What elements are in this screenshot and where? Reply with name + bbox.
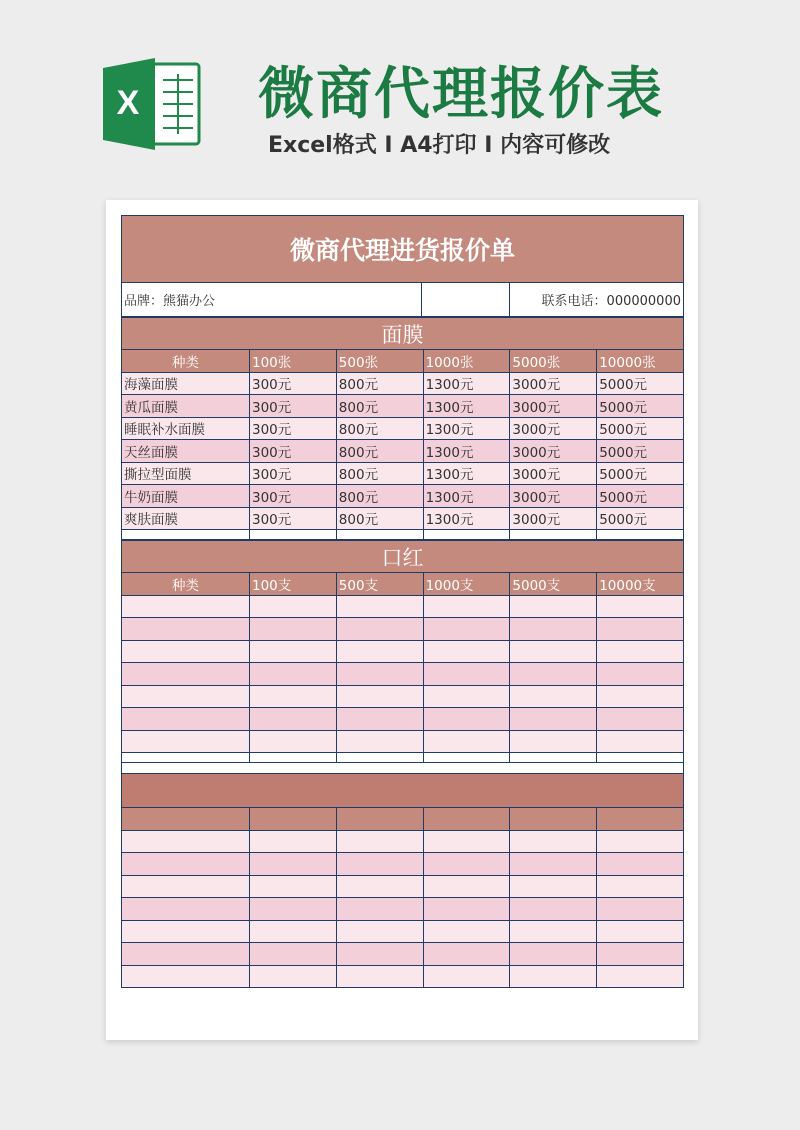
table-cell[interactable] (122, 618, 250, 641)
table-cell[interactable]: 800元 (336, 417, 423, 440)
table-cell[interactable] (250, 640, 337, 663)
table-row (122, 485, 684, 508)
section-spacer (121, 763, 684, 773)
table-cell[interactable] (423, 965, 510, 988)
table-cell[interactable]: 1300元 (423, 372, 510, 395)
table-cell[interactable]: 300元 (250, 440, 337, 463)
table-cell[interactable]: 5000元 (597, 372, 684, 395)
table-cell[interactable] (250, 830, 337, 853)
table-row (122, 875, 684, 898)
table-cell[interactable] (122, 943, 250, 966)
table-cell[interactable] (250, 753, 337, 763)
table-cell[interactable] (336, 853, 423, 876)
table-cell[interactable] (423, 753, 510, 763)
table-cell[interactable] (336, 663, 423, 686)
column-header[interactable]: 10000张 (597, 350, 684, 373)
table-cell[interactable] (122, 708, 250, 731)
table-cell[interactable] (336, 965, 423, 988)
table-cell[interactable] (510, 875, 597, 898)
table-cell[interactable] (336, 898, 423, 921)
column-header[interactable] (597, 808, 684, 831)
table-cell[interactable] (336, 920, 423, 943)
column-header[interactable]: 5000张 (510, 350, 597, 373)
table-row (122, 640, 684, 663)
table-cell[interactable] (250, 708, 337, 731)
table-row (122, 965, 684, 988)
table-cell[interactable]: 1300元 (423, 395, 510, 418)
table-cell[interactable] (423, 730, 510, 753)
column-header[interactable]: 10000支 (597, 573, 684, 596)
column-header[interactable]: 500支 (336, 573, 423, 596)
table-header-row (122, 350, 684, 373)
table-cell[interactable] (122, 920, 250, 943)
table-cell[interactable] (510, 595, 597, 618)
table-row (122, 507, 684, 530)
table-row (122, 898, 684, 921)
column-header[interactable]: 1000张 (423, 350, 510, 373)
price-table (121, 349, 684, 540)
column-header[interactable] (122, 808, 250, 831)
table-row (122, 853, 684, 876)
table-row (122, 730, 684, 753)
column-header[interactable]: 500张 (336, 350, 423, 373)
table-cell[interactable] (510, 830, 597, 853)
table-row (122, 417, 684, 440)
table-cell[interactable] (336, 708, 423, 731)
table-cell[interactable]: 睡眠补水面膜 (122, 417, 250, 440)
table-cell[interactable] (336, 830, 423, 853)
table-cell[interactable]: 800元 (336, 440, 423, 463)
table-cell[interactable] (423, 685, 510, 708)
table-cell[interactable] (122, 875, 250, 898)
table-header-row (122, 573, 684, 596)
table-cell[interactable] (423, 853, 510, 876)
table-cell[interactable] (510, 618, 597, 641)
table-cell[interactable] (423, 943, 510, 966)
table-cell[interactable] (510, 708, 597, 731)
table-cell[interactable]: 5000元 (597, 440, 684, 463)
table-cell[interactable]: 300元 (250, 507, 337, 530)
table-cell[interactable] (597, 530, 684, 540)
table-row (122, 830, 684, 853)
table-cell[interactable] (597, 898, 684, 921)
table-cell[interactable]: 3000元 (510, 507, 597, 530)
table-cell[interactable]: 海藻面膜 (122, 372, 250, 395)
table-cell[interactable]: 800元 (336, 507, 423, 530)
table-cell[interactable] (510, 920, 597, 943)
table-cell[interactable]: 撕拉型面膜 (122, 462, 250, 485)
table-cell[interactable] (597, 618, 684, 641)
table-cell[interactable]: 800元 (336, 372, 423, 395)
table-cell[interactable] (122, 663, 250, 686)
table-cell[interactable] (250, 730, 337, 753)
table-cell[interactable]: 300元 (250, 462, 337, 485)
table-cell[interactable]: 300元 (250, 417, 337, 440)
section-title: 口红 (121, 540, 684, 572)
table-cell[interactable]: 1300元 (423, 440, 510, 463)
table-cell[interactable] (336, 640, 423, 663)
table-cell[interactable]: 3000元 (510, 485, 597, 508)
table-cell[interactable]: 300元 (250, 485, 337, 508)
table-cell[interactable] (122, 898, 250, 921)
table-row (122, 943, 684, 966)
table-cell[interactable] (250, 920, 337, 943)
table-cell[interactable] (597, 920, 684, 943)
table-cell[interactable]: 5000元 (597, 507, 684, 530)
table-cell[interactable]: 3000元 (510, 372, 597, 395)
table-cell[interactable] (423, 830, 510, 853)
column-header[interactable] (336, 808, 423, 831)
table-cell[interactable] (122, 730, 250, 753)
table-cell[interactable] (423, 640, 510, 663)
table-cell[interactable]: 3000元 (510, 440, 597, 463)
column-header[interactable]: 100支 (250, 573, 337, 596)
table-cell[interactable] (510, 853, 597, 876)
table-cell[interactable] (336, 753, 423, 763)
table-cell[interactable] (597, 965, 684, 988)
table-cell[interactable] (597, 875, 684, 898)
table-row (122, 920, 684, 943)
table-cell[interactable] (336, 875, 423, 898)
table-cell[interactable] (122, 685, 250, 708)
document-page (106, 200, 698, 1040)
table-header-row (122, 808, 684, 831)
table-cell[interactable] (250, 530, 337, 540)
table-cell[interactable] (250, 595, 337, 618)
hero-subtitle: Excel格式 I A4打印 I 内容可修改 (268, 133, 611, 158)
table-cell[interactable]: 3000元 (510, 417, 597, 440)
svg-text:X: X (116, 84, 140, 122)
table-row (122, 618, 684, 641)
column-header[interactable] (250, 808, 337, 831)
table-cell[interactable]: 300元 (250, 372, 337, 395)
table-cell[interactable] (510, 943, 597, 966)
table-cell[interactable]: 1300元 (423, 417, 510, 440)
table-cell[interactable] (122, 530, 250, 540)
table-cell[interactable] (250, 663, 337, 686)
table-cell[interactable]: 3000元 (510, 395, 597, 418)
table-cell[interactable] (122, 753, 250, 763)
table-cell[interactable]: 牛奶面膜 (122, 485, 250, 508)
table-cell[interactable] (510, 640, 597, 663)
table-cell[interactable] (597, 943, 684, 966)
table-cell[interactable] (423, 530, 510, 540)
table-cell[interactable] (250, 618, 337, 641)
table-cell[interactable] (336, 685, 423, 708)
table-cell[interactable] (122, 853, 250, 876)
blank-info-cell[interactable] (422, 283, 510, 316)
table-cell[interactable] (510, 753, 597, 763)
table-row (122, 595, 684, 618)
sections (121, 317, 684, 988)
table-cell[interactable] (423, 898, 510, 921)
table-cell[interactable] (510, 898, 597, 921)
table-cell[interactable]: 300元 (250, 395, 337, 418)
excel-logo-icon (103, 58, 201, 150)
table-cell[interactable]: 800元 (336, 485, 423, 508)
table-cell[interactable] (423, 663, 510, 686)
table-row (122, 395, 684, 418)
table-cell[interactable] (122, 830, 250, 853)
table-row (122, 372, 684, 395)
table-cell[interactable]: 爽肤面膜 (122, 507, 250, 530)
brand-cell[interactable]: 品牌：熊猫办公 (122, 283, 422, 316)
table-cell[interactable]: 5000元 (597, 395, 684, 418)
table-cell[interactable] (336, 730, 423, 753)
table-cell[interactable] (250, 875, 337, 898)
table-row (122, 440, 684, 463)
table-cell[interactable] (597, 663, 684, 686)
table-cell[interactable]: 800元 (336, 462, 423, 485)
table-row (122, 462, 684, 485)
sheet-title: 微商代理进货报价单 (121, 215, 684, 282)
table-cell[interactable]: 1300元 (423, 485, 510, 508)
table-cell[interactable]: 3000元 (510, 462, 597, 485)
table-row (122, 708, 684, 731)
column-header[interactable]: 100张 (250, 350, 337, 373)
column-header[interactable] (423, 808, 510, 831)
table-cell[interactable] (597, 685, 684, 708)
column-header[interactable]: 种类 (122, 573, 250, 596)
table-cell[interactable] (250, 853, 337, 876)
table-cell[interactable] (250, 685, 337, 708)
column-header[interactable]: 种类 (122, 350, 250, 373)
table-cell[interactable]: 1300元 (423, 507, 510, 530)
table-cell[interactable] (510, 685, 597, 708)
price-sheet (121, 215, 684, 988)
table-cell[interactable] (597, 853, 684, 876)
table-spacer-row (122, 530, 684, 540)
table-cell[interactable] (597, 730, 684, 753)
table-row (122, 685, 684, 708)
table-cell[interactable] (336, 943, 423, 966)
table-cell[interactable] (423, 708, 510, 731)
section-title: 面膜 (121, 317, 684, 349)
table-cell[interactable] (336, 530, 423, 540)
table-cell[interactable]: 5000元 (597, 485, 684, 508)
table-cell[interactable] (597, 708, 684, 731)
table-cell[interactable] (597, 753, 684, 763)
table-cell[interactable]: 5000元 (597, 462, 684, 485)
price-table (121, 572, 684, 763)
table-cell[interactable] (423, 595, 510, 618)
column-header[interactable]: 1000支 (423, 573, 510, 596)
table-cell[interactable] (423, 618, 510, 641)
section-title (121, 773, 684, 807)
table-cell[interactable] (510, 965, 597, 988)
price-table (121, 807, 684, 988)
table-spacer-row (122, 753, 684, 763)
hero-title: 微商代理报价表 (258, 62, 664, 127)
table-cell[interactable] (597, 830, 684, 853)
table-cell[interactable]: 1300元 (423, 462, 510, 485)
table-cell[interactable]: 5000元 (597, 417, 684, 440)
table-row (122, 663, 684, 686)
table-cell[interactable] (250, 965, 337, 988)
table-cell[interactable] (122, 595, 250, 618)
table-cell[interactable] (597, 640, 684, 663)
table-cell[interactable]: 天丝面膜 (122, 440, 250, 463)
table-cell[interactable]: 黄瓜面膜 (122, 395, 250, 418)
column-header[interactable]: 5000支 (510, 573, 597, 596)
phone-cell[interactable]: 联系电话：000000000 (541, 294, 681, 309)
table-cell[interactable] (510, 730, 597, 753)
table-cell[interactable] (122, 965, 250, 988)
table-cell[interactable] (336, 595, 423, 618)
table-cell[interactable] (510, 663, 597, 686)
table-cell[interactable] (250, 943, 337, 966)
table-cell[interactable] (423, 875, 510, 898)
table-cell[interactable] (250, 898, 337, 921)
table-cell[interactable] (597, 595, 684, 618)
table-cell[interactable]: 800元 (336, 395, 423, 418)
hero-banner (0, 0, 800, 190)
table-cell[interactable] (336, 618, 423, 641)
table-cell[interactable] (423, 920, 510, 943)
column-header[interactable] (510, 808, 597, 831)
table-cell[interactable] (122, 640, 250, 663)
table-cell[interactable] (510, 530, 597, 540)
info-row (121, 282, 684, 317)
